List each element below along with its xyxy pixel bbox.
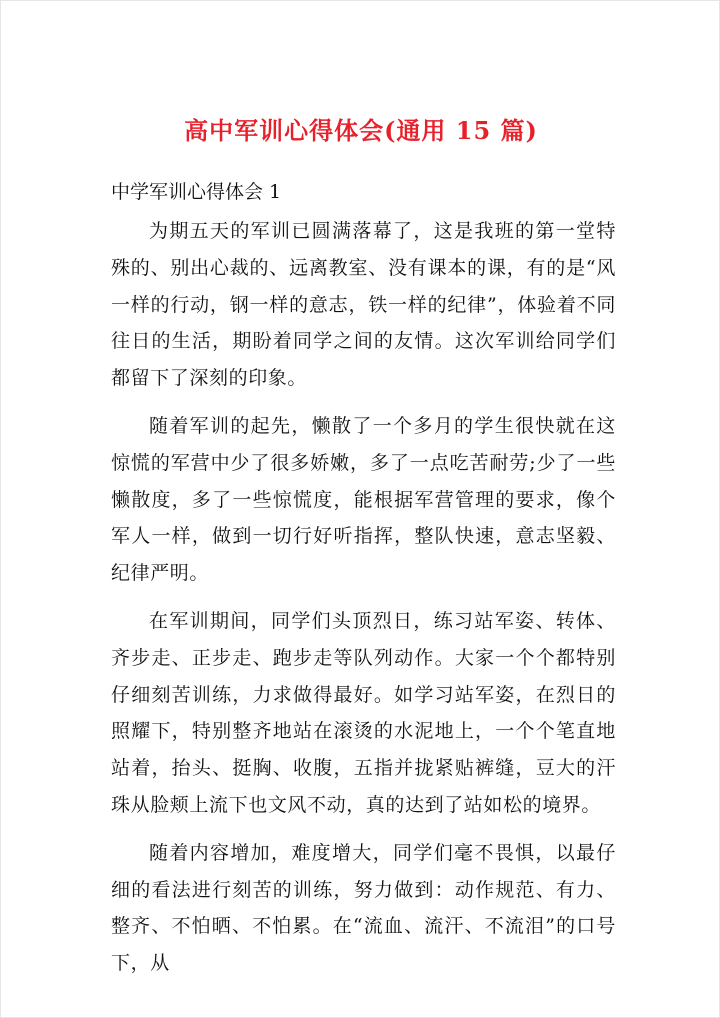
paragraph-2: 随着军训的起先，懒散了一个多月的学生很快就在这惊慌的军营中少了很多娇嫩，多了一点吃苦耐劳;少了一些懒散度，多了一些惊慌度，能根据军营管理的要求，像个军人一样，做到一切行好听指挥，整队快速，意志坚毅、纪律严明。 (111, 414, 616, 585)
section-heading: 中学军训心得体会 1 (111, 181, 282, 203)
document-title: 高中军训心得体会(通用 15 篇) (184, 116, 538, 145)
paragraph-3: 在军训期间，同学们头顶烈日，练习站军姿、转体、齐步走、正步走、跑步走等队列动作。大家一个个都特别仔细刻苦训练，力求做得最好。如学习站军姿，在烈日的照耀下，特别整齐地站在滚烫的水泥地上，一个个笔直地站着，抬头、挺胸、收腹，五指并拢紧贴裤缝，豆大的汗珠从脸颊上流下也文风不动，真的达到了站如松的境界。 (111, 609, 616, 816)
document-body (111, 213, 616, 993)
paragraph-4: 随着内容增加，难度增大，同学们毫不畏惧，以最仔细的看法进行刻苦的训练，努力做到：动作规范、有力、整齐、不怕晒、不怕累。在“流血、流汗、不流泪”的口号下，从 (111, 841, 616, 975)
paragraph-1: 为期五天的军训已圆满落幕了，这是我班的第一堂特殊的、别出心裁的、远离教室、没有课本的课，有的是“风一样的行动，钢一样的意志，铁一样的纪律”，体验着不同往日的生活，期盼着同学之间的友情。这次军训给同学们都留下了深刻的印象。 (111, 220, 616, 390)
